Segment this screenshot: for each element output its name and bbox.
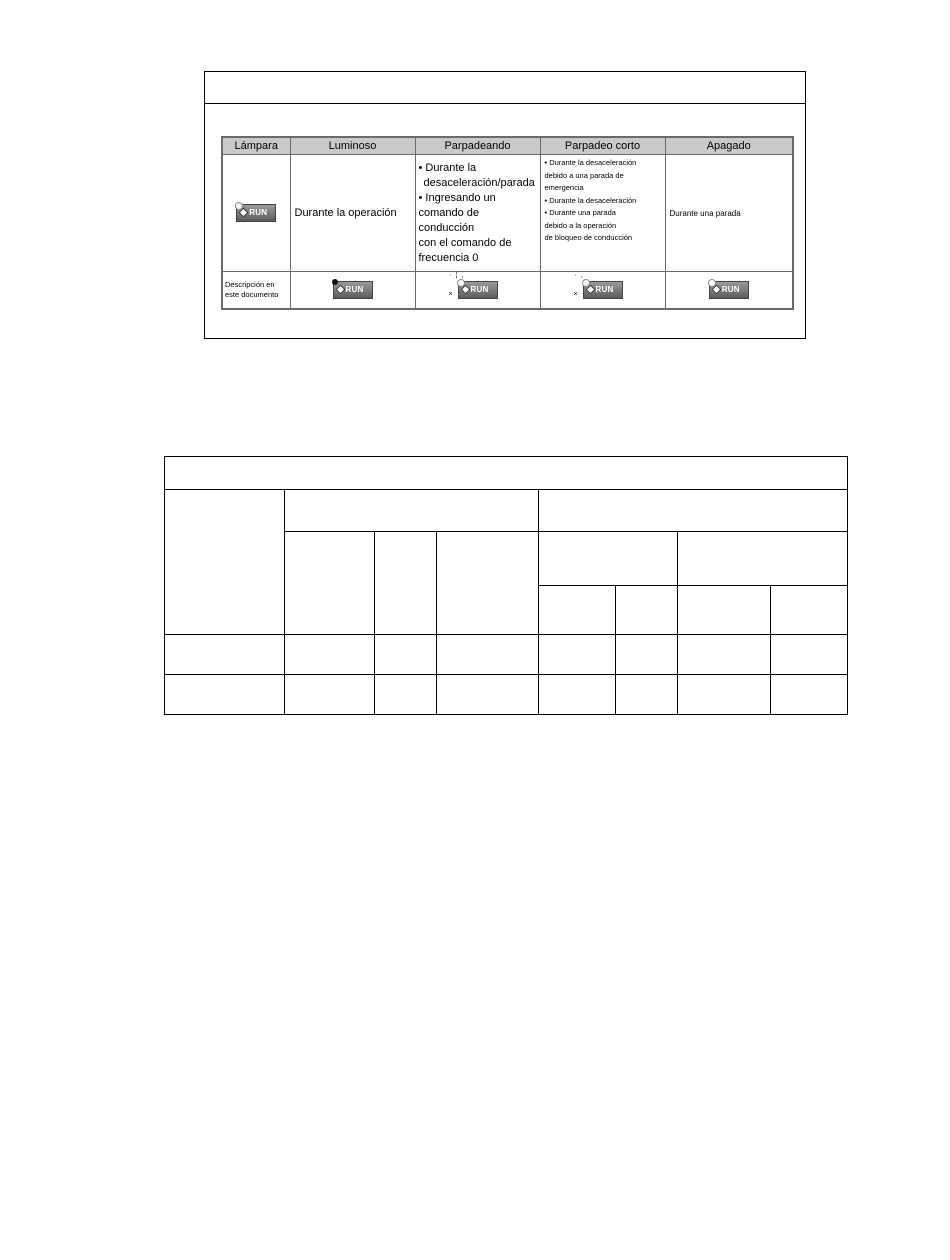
lamp-cell xyxy=(222,155,290,272)
on-icon-cell xyxy=(290,272,415,310)
short-blink-icon-cell: · , × RUN xyxy=(540,272,665,310)
table-row xyxy=(222,155,793,272)
lamp-status-box xyxy=(204,71,806,339)
off-icon-cell xyxy=(665,272,793,310)
table-row xyxy=(222,272,793,310)
empty-grid-table xyxy=(164,456,848,715)
parpadeando-cell: • Durante la desaceleración/parada • Ingresando un comando de conducción con el comando de frecuencia 0 xyxy=(415,155,540,272)
run-lamp-on-icon: RUN xyxy=(333,281,373,299)
grid-line xyxy=(165,634,847,635)
header-luminoso: Luminoso xyxy=(290,137,415,155)
grid-line xyxy=(436,531,437,714)
run-lamp-icon: RUN xyxy=(236,204,276,222)
run-lamp-blinking-icon: RUN xyxy=(458,281,498,299)
box-header-rule xyxy=(205,103,805,104)
run-lamp-off-icon: RUN xyxy=(709,281,749,299)
grid-line xyxy=(677,531,678,714)
blinking-icon-cell: · ¦ , × RUN xyxy=(415,272,540,310)
grid-line xyxy=(538,585,847,586)
grid-line xyxy=(374,531,375,714)
description-label-cell: Descripción en este documento xyxy=(222,272,290,310)
lamp-status-table xyxy=(221,136,794,310)
table-header-row xyxy=(222,137,793,155)
header-apagado: Apagado xyxy=(665,137,793,155)
grid-line xyxy=(165,489,847,490)
grid-line xyxy=(284,531,847,532)
grid-line xyxy=(284,489,285,714)
grid-line xyxy=(615,585,616,714)
grid-line xyxy=(165,674,847,675)
header-lampara: Lámpara xyxy=(222,137,290,155)
grid-line xyxy=(538,489,539,714)
header-parpadeando: Parpadeando xyxy=(415,137,540,155)
apagado-cell: Durante una parada xyxy=(665,155,793,272)
run-lamp-short-blink-icon: RUN xyxy=(583,281,623,299)
grid-line xyxy=(770,585,771,714)
parpadeo-corto-cell: • Durante la desaceleración debido a una parada de emergencia • Durante la desaceleración • Durante una parada debido a la operación de bloqueo de conducción xyxy=(540,155,665,272)
header-parpadeo-corto: Parpadeo corto xyxy=(540,137,665,155)
luminoso-cell: Durante la operación xyxy=(290,155,415,272)
